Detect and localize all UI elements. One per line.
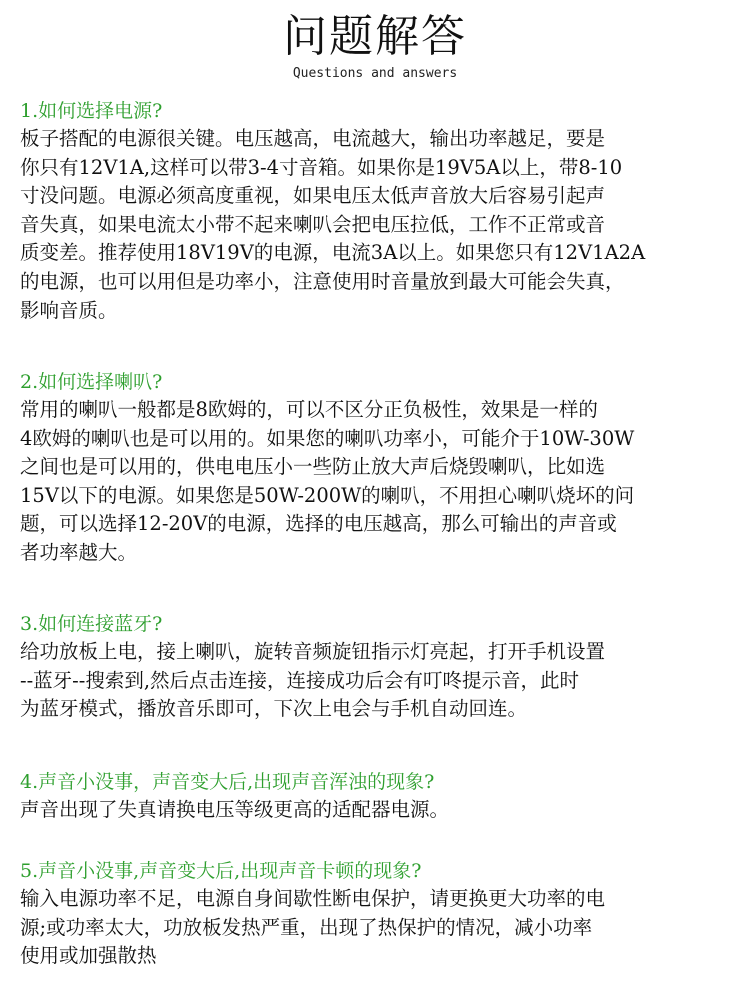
page-subtitle: Questions and answers [292,66,458,81]
faq-question: 2.如何选择喇叭? [20,371,163,393]
faq-item-stuttering-sound [20,857,742,971]
faq-item-power-supply [20,97,742,325]
faq-question: 1.如何选择电源? [20,100,163,122]
faq-answer: 给功放板上电，接上喇叭，旋转音频旋钮指示灯亮起，打开手机设置 --蓝牙--搜索到,然后点击连接，连接成功后会有叮咚提示音，此时 为蓝牙模式，播放音乐即可，下次上电会与手机自动回连。 [20,640,606,721]
faq-item-bluetooth [20,610,742,724]
faq-question: 4.声音小没事，声音变大后,出现声音浑浊的现象? [20,771,435,793]
faq-answer: 输入电源功率不足，电源自身间歇性断电保护，请更换更大功率的电 源;或功率太大，功放板发热严重，出现了热保护的情况，减小功率 使用或加强散热 [20,887,606,968]
faq-answer: 板子搭配的电源很关键。电压越高，电流越大，输出功率越足，要是 你只有12V1A,这样可以带3-4寸音箱。如果你是19V5A以上，带8-10 寸没问题。电源必须高度重视，如果电压太低声音放大后容易引起声 音失真，如果电流太小带不起来喇叭会把电压拉低，工作不正常或音 质变差。推荐使用18V19V的电源，电流3A以上。如果您只有12V1A2A 的电源，也可以用但是功率小，注意使用时音量放到最大可能会失真， 影响音质。 [20,127,646,322]
faq-question: 5.声音小没事,声音变大后,出现声音卡顿的现象? [20,860,422,882]
faq-item-speaker [20,368,742,568]
faq-question: 3.如何连接蓝牙? [20,613,163,635]
faq-answer: 常用的喇叭一般都是8欧姆的，可以不区分正负极性，效果是一样的 4欧姆的喇叭也是可以用的。如果您的喇叭功率小，可能介于10W-30W 之间也是可以用的，供电电压小一些防止放大声后烧毁喇叭，比如选 15V以下的电源。如果您是50W-200W的喇叭，不用担心喇叭烧坏的问 题，可以选择12-20V的电源，选择的电压越高，那么可输出的声音或 者功率越大。 [20,398,635,564]
page-title: 问题解答 [283,11,467,62]
faq-item-muddy-sound [20,768,742,825]
faq-answer: 声音出现了失真请换电压等级更高的适配器电源。 [20,798,450,821]
